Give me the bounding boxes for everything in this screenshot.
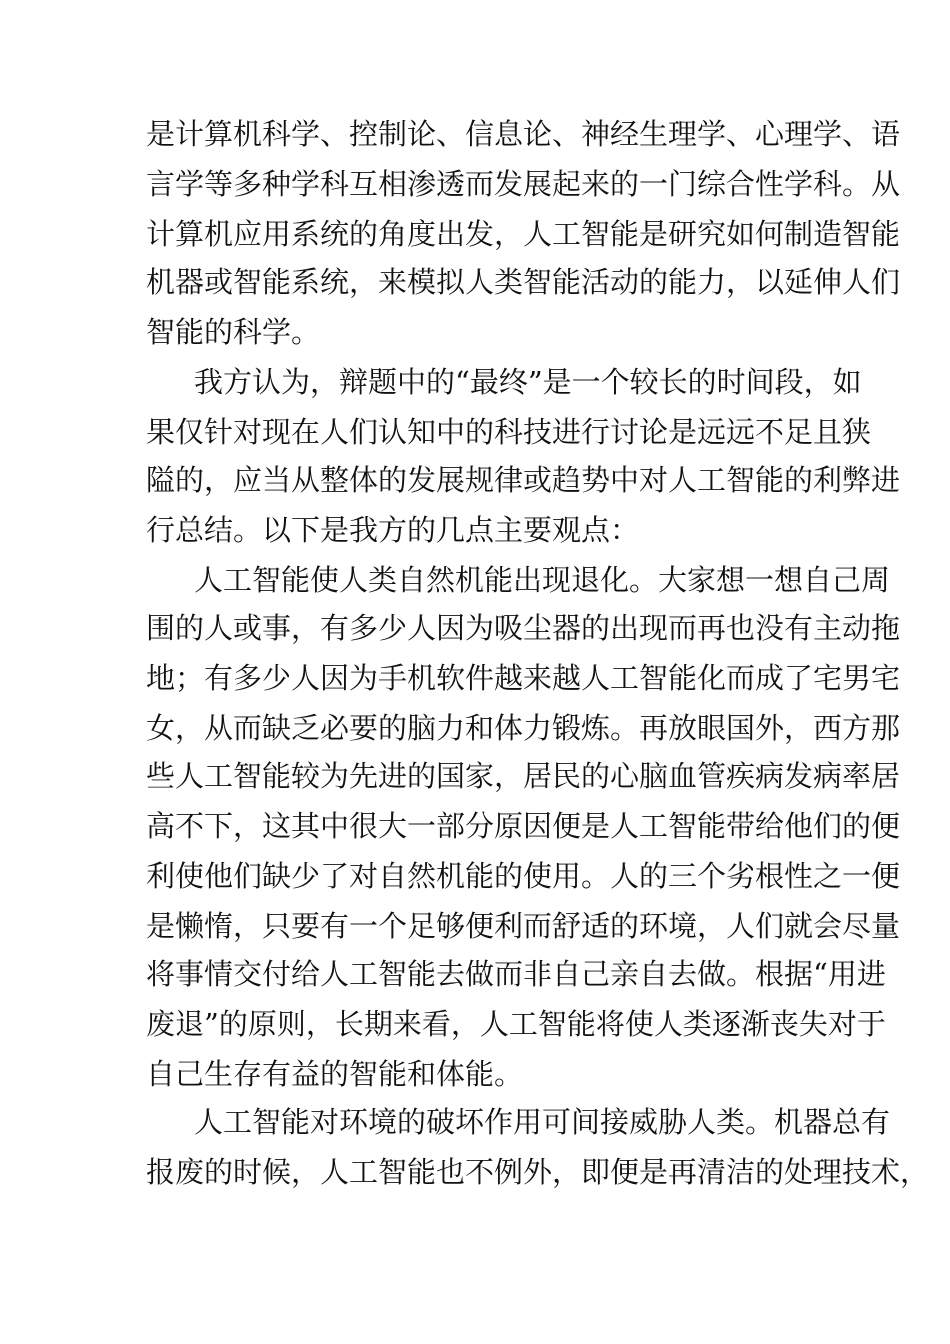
text-line: 围的人或事，有多少人因为吸尘器的出现而再也没有主动拖 — [146, 611, 901, 645]
paragraph-first-line: 人工智能对环境的破坏作用可间接威胁人类。机器总有 — [194, 1105, 891, 1139]
text-line: 行总结。以下是我方的几点主要观点： — [146, 513, 640, 547]
text-line: 隘的，应当从整体的发展规律或趋势中对人工智能的利弊进 — [146, 463, 901, 497]
text-line: 计算机应用系统的角度出发，人工智能是研究如何制造智能 — [146, 217, 901, 251]
text-line: 自己生存有益的智能和体能。 — [146, 1057, 524, 1091]
text-line: 利使他们缺少了对自然机能的使用。人的三个劣根性之一便 — [146, 859, 901, 893]
text-line: 些人工智能较为先进的国家，居民的心脑血管疾病发病率居 — [146, 759, 901, 793]
text-line: 果仅针对现在人们认知中的科技进行讨论是远远不足且狭 — [146, 415, 872, 449]
text-line: 机器或智能系统，来模拟人类智能活动的能力，以延伸人们 — [146, 265, 901, 299]
text-line: 将事情交付给人工智能去做而非自己亲自去做。根据“用进 — [146, 957, 886, 991]
text-line: 废退”的原则，长期来看，人工智能将使人类逐渐丧失对于 — [146, 1007, 886, 1041]
text-line: 报废的时候，人工智能也不例外，即便是再清洁的处理技术， — [146, 1155, 930, 1189]
paragraph-first-line: 人工智能使人类自然机能出现退化。大家想一想自己周 — [194, 563, 891, 597]
paragraph-first-line: 我方认为，辩题中的“最终”是一个较长的时间段，如 — [194, 365, 862, 399]
text-line: 智能的科学。 — [146, 315, 321, 349]
text-line: 言学等多种学科互相渗透而发展起来的一门综合性学科。从 — [146, 167, 901, 201]
text-line: 地；有多少人因为手机软件越来越人工智能化而成了宅男宅 — [146, 661, 901, 695]
text-line: 是计算机科学、控制论、信息论、神经生理学、心理学、语 — [146, 117, 901, 151]
text-line: 是懒惰，只要有一个足够便利而舒适的环境，人们就会尽量 — [146, 909, 901, 943]
text-line: 女，从而缺乏必要的脑力和体力锻炼。再放眼国外，西方那 — [146, 711, 901, 745]
text-line: 高不下，这其中很大一部分原因便是人工智能带给他们的便 — [146, 809, 901, 843]
